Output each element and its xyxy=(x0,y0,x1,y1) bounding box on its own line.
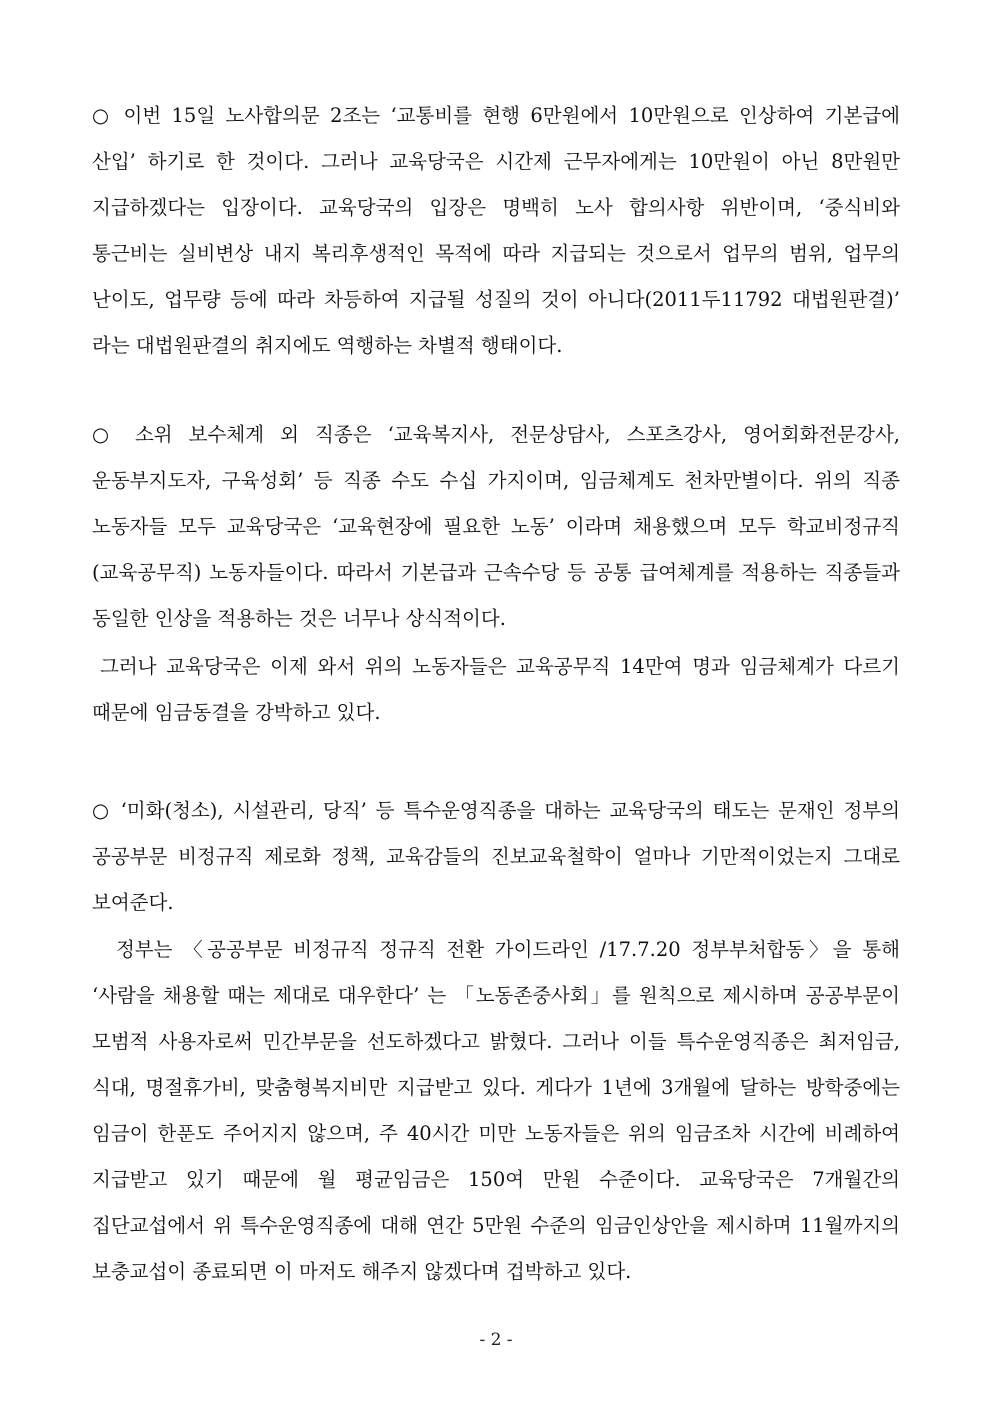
paragraph-government-guideline: 정부는 〈공공부문 비정규직 정규직 전환 가이드라인 /17.7.20 정부부처합동〉을 통해 ‘사람을 채용할 때는 제대로 대우한다’ 는 「노동존중사회」를 원칙으로 제시하며 공공부문이 모범적 사용자로써 민간부문을 선도하겠다고 밝혔다. 그러나 이들 특수운영직종은 최저임금, 식대, 명절휴가비, 맞춤형복지비만 지급받고 있다. 게다가 1년에 3개월에 달하는 방학중에는 임금이 한푼도 주어지지 않으며, 주 40시간 미만 노동자들은 위의 임금조차 시간에 비례하여 지급받고 있기 때문에 월 평균임금은 150여 만원 수준이다. 교육당국은 7개월간의 집단교섭에서 위 특수운영직종에 대해 연간 5만원 수준의 임금인상안을 제시하며 11월까지의 보충교섭이 종료되면 이 마저도 해주지 않겠다며 겁박하고 있다. xyxy=(92,938,900,1283)
paragraph-non-standard-pay-occupations: ○ 소위 보수체계 외 직종은 ‘교육복지사, 전문상담사, 스포츠강사, 영어회화전문강사, 운동부지도자, 구육성회’ 등 직종 수도 수십 가지이며, 임금체계도 천차만별이다. 위의 직종 노동자들 모두 교육당국은 ‘교육현장에 필요한 노동’ 이라며 채용했으며 모두 학교비정규직(교육공무직) 노동자들이다. 따라서 기본급과 근속수당 등 공통 급여체계를 적용하는 직종들과 동일한 인상을 적용하는 것은 너무나 상식적이다. xyxy=(92,423,900,630)
page-number: - 2 - xyxy=(479,1330,513,1350)
paragraph-wage-freeze: 그러나 교육당국은 이제 와서 위의 노동자들은 교육공무직 14만여 명과 임금체계가 다르기 때문에 임금동결을 강박하고 있다. xyxy=(92,655,900,724)
paragraph-transport-allowance: ○ 이번 15일 노사합의문 2조는 ‘교통비를 현행 6만원에서 10만원으로 인상하여 기본급에 산입’ 하기로 한 것이다. 그러나 교육당국은 시간제 근무자에게는 10만원이 아닌 8만원만 지급하겠다는 입장이다. 교육당국의 입장은 명백히 노사 합의사항 위반이며, ‘중식비와 통근비는 실비변상 내지 복리후생적인 목적에 따라 지급되는 것으로서 업무의 범위, 업무의 난이도, 업무량 등에 따라 차등하여 지급될 성질의 것이 아니다(2011두11792 대법원판결)’ 라는 대법원판결의 취지에도 역행하는 차별적 행태이다. xyxy=(92,104,901,357)
paragraph-special-operation-occupations: ○ ‘미화(청소), 시설관리, 당직’ 등 특수운영직종을 대하는 교육당국의 태도는 문재인 정부의 공공부문 비정규직 제로화 정책, 교육감들의 진보교육철학이 얼마나 기만적이었는지 그대로 보여준다. xyxy=(92,799,900,914)
